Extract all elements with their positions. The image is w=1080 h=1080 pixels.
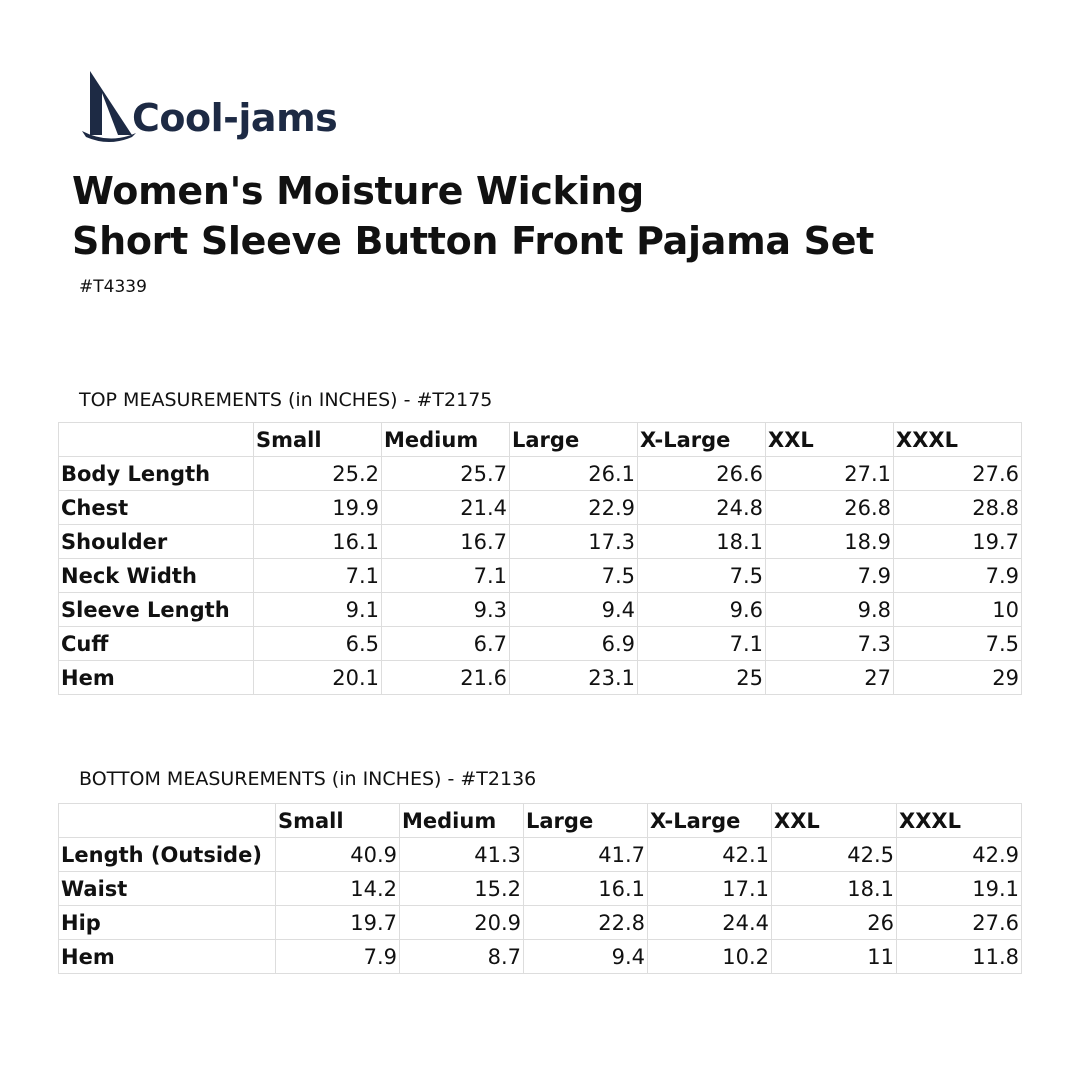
measurement-cell: 42.1 [648, 838, 772, 872]
row-label: Body Length [59, 457, 254, 491]
measurement-cell: 7.5 [894, 627, 1022, 661]
table-row [59, 661, 1022, 695]
measurement-cell: 7.5 [638, 559, 766, 593]
measurement-cell: 41.3 [400, 838, 524, 872]
measurement-cell: 29 [894, 661, 1022, 695]
measurement-cell: 7.5 [510, 559, 638, 593]
top-measurements-table [58, 422, 1022, 695]
measurement-cell: 6.9 [510, 627, 638, 661]
size-header: Large [510, 423, 638, 457]
table-row [59, 906, 1022, 940]
row-label: Neck Width [59, 559, 254, 593]
size-header: XXL [772, 804, 897, 838]
row-label: Hem [59, 940, 276, 974]
measurement-cell: 9.4 [510, 593, 638, 627]
table-row [59, 525, 1022, 559]
header-corner [59, 804, 276, 838]
top-measurements-title: TOP MEASUREMENTS (in INCHES) - #T2175 [79, 389, 493, 411]
bottom-measurements-table [58, 803, 1022, 974]
row-label: Shoulder [59, 525, 254, 559]
title-line-1: Women's Moisture Wicking [72, 169, 644, 213]
row-label: Hip [59, 906, 276, 940]
measurement-cell: 26.1 [510, 457, 638, 491]
measurement-cell: 26.6 [638, 457, 766, 491]
size-header: X-Large [638, 423, 766, 457]
row-label: Chest [59, 491, 254, 525]
measurement-cell: 7.1 [382, 559, 510, 593]
sailboat-icon [82, 71, 136, 143]
measurement-cell: 21.6 [382, 661, 510, 695]
row-label: Hem [59, 661, 254, 695]
measurement-cell: 6.7 [382, 627, 510, 661]
measurement-cell: 9.1 [254, 593, 382, 627]
size-header: XXXL [894, 423, 1022, 457]
measurement-cell: 24.8 [638, 491, 766, 525]
measurement-cell: 25.7 [382, 457, 510, 491]
measurement-cell: 18.9 [766, 525, 894, 559]
size-header: X-Large [648, 804, 772, 838]
measurement-cell: 41.7 [524, 838, 648, 872]
size-header: XXL [766, 423, 894, 457]
measurement-cell: 10.2 [648, 940, 772, 974]
row-label: Cuff [59, 627, 254, 661]
measurement-cell: 7.9 [276, 940, 400, 974]
table-row [59, 838, 1022, 872]
header-corner [59, 423, 254, 457]
measurement-cell: 42.9 [897, 838, 1022, 872]
measurement-cell: 21.4 [382, 491, 510, 525]
brand-name: Cool-jams [132, 96, 338, 140]
measurement-cell: 19.1 [897, 872, 1022, 906]
row-label: Sleeve Length [59, 593, 254, 627]
measurement-cell: 7.9 [894, 559, 1022, 593]
measurement-cell: 7.1 [254, 559, 382, 593]
measurement-cell: 7.9 [766, 559, 894, 593]
measurement-cell: 16.7 [382, 525, 510, 559]
table-row [59, 457, 1022, 491]
measurement-cell: 6.5 [254, 627, 382, 661]
table-row [59, 593, 1022, 627]
measurement-cell: 27 [766, 661, 894, 695]
measurement-cell: 14.2 [276, 872, 400, 906]
table-row [59, 627, 1022, 661]
measurement-cell: 19.7 [894, 525, 1022, 559]
size-header: Small [276, 804, 400, 838]
measurement-cell: 7.1 [638, 627, 766, 661]
measurement-cell: 27.6 [897, 906, 1022, 940]
row-label: Waist [59, 872, 276, 906]
measurement-cell: 18.1 [772, 872, 897, 906]
size-header: XXXL [897, 804, 1022, 838]
measurement-cell: 26 [772, 906, 897, 940]
measurement-cell: 18.1 [638, 525, 766, 559]
table-row [59, 491, 1022, 525]
measurement-cell: 17.1 [648, 872, 772, 906]
measurement-cell: 9.4 [524, 940, 648, 974]
product-title [72, 166, 874, 266]
measurement-cell: 7.3 [766, 627, 894, 661]
measurement-cell: 10 [894, 593, 1022, 627]
row-label: Length (Outside) [59, 838, 276, 872]
size-header: Medium [382, 423, 510, 457]
measurement-cell: 9.6 [638, 593, 766, 627]
measurement-cell: 27.6 [894, 457, 1022, 491]
measurement-cell: 20.9 [400, 906, 524, 940]
measurement-cell: 26.8 [766, 491, 894, 525]
measurement-cell: 23.1 [510, 661, 638, 695]
measurement-cell: 40.9 [276, 838, 400, 872]
measurement-cell: 17.3 [510, 525, 638, 559]
measurement-cell: 22.9 [510, 491, 638, 525]
measurement-cell: 9.8 [766, 593, 894, 627]
table-row [59, 559, 1022, 593]
measurement-cell: 22.8 [524, 906, 648, 940]
bottom-measurements-title: BOTTOM MEASUREMENTS (in INCHES) - #T2136 [79, 768, 537, 790]
product-sku: #T4339 [79, 277, 147, 297]
size-header: Small [254, 423, 382, 457]
measurement-cell: 42.5 [772, 838, 897, 872]
measurement-cell: 19.9 [254, 491, 382, 525]
brand-logo [82, 70, 337, 144]
measurement-cell: 11 [772, 940, 897, 974]
measurement-cell: 8.7 [400, 940, 524, 974]
header-row [59, 804, 1022, 838]
measurement-cell: 15.2 [400, 872, 524, 906]
measurement-cell: 25.2 [254, 457, 382, 491]
table-row [59, 940, 1022, 974]
measurement-cell: 24.4 [648, 906, 772, 940]
table-row [59, 872, 1022, 906]
measurement-cell: 27.1 [766, 457, 894, 491]
measurement-cell: 16.1 [524, 872, 648, 906]
size-header: Medium [400, 804, 524, 838]
measurement-cell: 20.1 [254, 661, 382, 695]
header-row [59, 423, 1022, 457]
measurement-cell: 16.1 [254, 525, 382, 559]
measurement-cell: 9.3 [382, 593, 510, 627]
measurement-cell: 11.8 [897, 940, 1022, 974]
title-line-2: Short Sleeve Button Front Pajama Set [72, 219, 875, 263]
size-header: Large [524, 804, 648, 838]
measurement-cell: 25 [638, 661, 766, 695]
measurement-cell: 28.8 [894, 491, 1022, 525]
measurement-cell: 19.7 [276, 906, 400, 940]
